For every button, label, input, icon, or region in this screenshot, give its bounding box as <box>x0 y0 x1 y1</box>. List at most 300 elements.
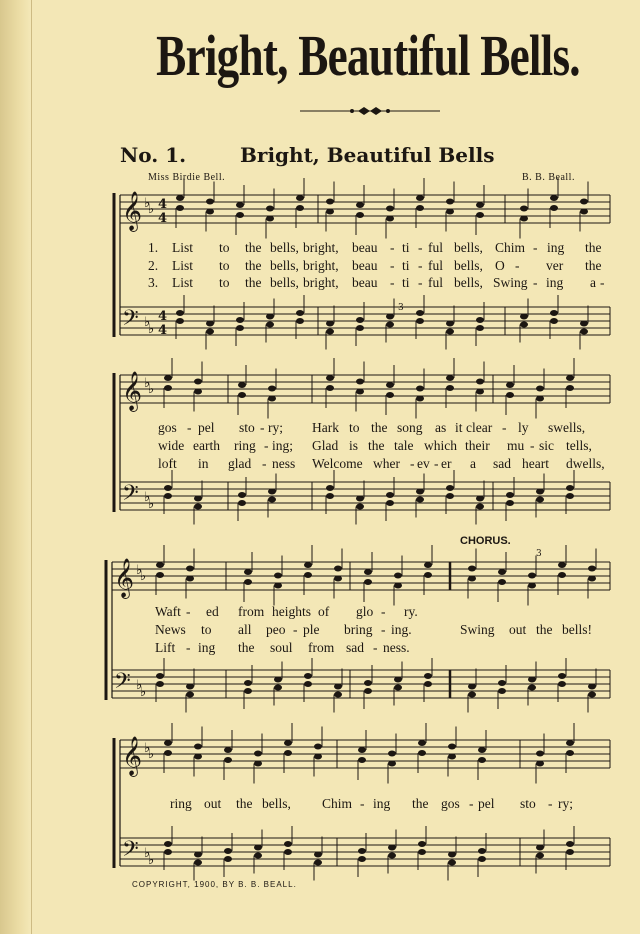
note-head <box>326 385 334 391</box>
lyric-syllable: bells! <box>562 622 592 637</box>
key-flat: ♭ <box>136 563 143 578</box>
note-head <box>528 685 536 691</box>
lyric-syllable: ry; <box>558 796 573 811</box>
note-head <box>588 576 596 582</box>
triplet-mark: 3 <box>536 549 542 559</box>
lyric-syllable: sto <box>239 420 255 435</box>
lyric-syllable: gos <box>158 420 177 435</box>
note-head <box>326 209 334 215</box>
note-head <box>448 754 456 760</box>
note-head <box>164 375 172 381</box>
note-head <box>528 583 536 589</box>
note-head <box>266 206 274 212</box>
note-head <box>416 396 424 402</box>
note-head <box>304 572 312 578</box>
note-head <box>386 314 394 320</box>
lyric-syllable: ti <box>402 275 410 290</box>
note-head <box>580 321 588 327</box>
bass-clef: 𝄢 <box>114 669 131 699</box>
time-signature: 4 <box>158 309 168 324</box>
note-head <box>478 848 486 854</box>
lyric-syllable: ing <box>546 275 564 290</box>
note-head <box>386 392 394 398</box>
lyric-syllable: - <box>418 240 423 255</box>
note-head <box>224 757 232 763</box>
lyric-syllable: - <box>373 640 378 655</box>
lyric-syllable: glo <box>356 604 374 619</box>
note-head <box>164 385 172 391</box>
lyric-syllable: heights <box>272 604 311 619</box>
treble-clef: 𝄞 <box>114 558 135 598</box>
lyric-syllable: the <box>236 796 253 811</box>
lyric-syllable: ring <box>170 796 192 811</box>
hymn-title: Bright, Beautiful Bells <box>240 143 495 167</box>
note-head <box>468 684 476 690</box>
lyric-syllable: loft <box>158 456 177 471</box>
lyric-syllable: pel <box>198 420 215 435</box>
chorus-label: CHORUS. <box>460 535 511 547</box>
lyric-syllable: bright, <box>303 258 339 273</box>
note-head <box>386 492 394 498</box>
note-head <box>224 747 232 753</box>
note-head <box>536 845 544 851</box>
note-head <box>468 566 476 572</box>
time-signature: 4 <box>158 197 168 212</box>
note-head <box>566 385 574 391</box>
lyric-syllable: Chim <box>495 240 526 255</box>
lyric-syllable: from <box>238 604 265 619</box>
note-head <box>446 329 454 335</box>
note-head <box>284 849 292 855</box>
lyric-syllable: peo <box>266 622 286 637</box>
note-head <box>326 321 334 327</box>
note-head <box>334 684 342 690</box>
note-head <box>186 566 194 572</box>
note-head <box>364 688 372 694</box>
note-head <box>356 379 364 385</box>
note-head <box>448 744 456 750</box>
note-head <box>418 841 426 847</box>
lyric-syllable: the <box>585 240 602 255</box>
lyric-syllable: wide <box>158 438 185 453</box>
note-head <box>364 579 372 585</box>
lyric-syllable: - <box>186 604 191 619</box>
note-head <box>186 684 194 690</box>
note-head <box>446 209 454 215</box>
note-head <box>506 492 514 498</box>
note-head <box>164 740 172 746</box>
key-flat: ♭ <box>136 678 143 693</box>
lyric-syllable: sic <box>539 438 554 453</box>
lyric-syllable: - <box>390 258 395 273</box>
note-head <box>478 856 486 862</box>
note-head <box>394 583 402 589</box>
note-head <box>566 493 574 499</box>
note-head <box>156 681 164 687</box>
lyric-syllable: - <box>390 240 395 255</box>
note-head <box>296 318 304 324</box>
note-head <box>424 572 432 578</box>
note-head <box>194 379 202 385</box>
key-flat: ♭ <box>140 685 147 700</box>
note-head <box>358 747 366 753</box>
lyric-syllable: sad <box>493 456 511 471</box>
note-head <box>356 325 364 331</box>
triplet-mark: 3 <box>398 303 404 313</box>
lyric-syllable: ness. <box>383 640 410 655</box>
lyric-syllable: which <box>424 438 457 453</box>
lyric-syllable: bells, <box>270 240 299 255</box>
note-head <box>418 750 426 756</box>
note-head <box>566 849 574 855</box>
lyric-syllable: Chim <box>322 796 353 811</box>
note-head <box>268 386 276 392</box>
note-head <box>416 205 424 211</box>
note-head <box>254 751 262 757</box>
lyric-syllable: dwells, <box>566 456 605 471</box>
note-head <box>236 202 244 208</box>
note-head <box>520 314 528 320</box>
lyric-syllable: ful <box>428 258 443 273</box>
note-head <box>448 860 456 866</box>
lyric-syllable: out <box>509 622 527 637</box>
lyric-syllable: bells, <box>270 258 299 273</box>
note-head <box>236 317 244 323</box>
note-head <box>446 199 454 205</box>
note-head <box>274 583 282 589</box>
copyright-notice: COPYRIGHT, 1900, BY B. B. BEALL. <box>132 880 297 889</box>
note-head <box>164 485 172 491</box>
note-head <box>558 572 566 578</box>
treble-clef: 𝄞 <box>122 371 143 411</box>
lyric-syllable: ful <box>428 275 443 290</box>
lyric-syllable: 1. <box>148 240 159 255</box>
note-head <box>424 562 432 568</box>
lyric-syllable: their <box>465 438 490 453</box>
note-head <box>476 212 484 218</box>
lyric-syllable: - <box>381 604 386 619</box>
note-head <box>520 216 528 222</box>
note-head <box>388 845 396 851</box>
lyric-syllable: bring <box>344 622 373 637</box>
lyric-syllable: it <box>455 420 463 435</box>
lyric-syllable: from <box>308 640 335 655</box>
note-head <box>244 688 252 694</box>
note-head <box>358 757 366 763</box>
lyric-syllable: sad <box>346 640 364 655</box>
lyric-syllable: ry; <box>268 420 283 435</box>
note-head <box>388 853 396 859</box>
note-head <box>416 310 424 316</box>
lyric-syllable: - <box>264 438 269 453</box>
note-head <box>388 751 396 757</box>
lyric-syllable: in <box>198 456 209 471</box>
key-flat: ♭ <box>140 569 147 584</box>
note-head <box>206 209 214 215</box>
note-head <box>536 386 544 392</box>
lyric-syllable: beau <box>352 275 378 290</box>
note-head <box>498 579 506 585</box>
note-head <box>364 569 372 575</box>
note-head <box>206 199 214 205</box>
note-head <box>498 680 506 686</box>
note-head <box>364 680 372 686</box>
page-title: Bright, Beautiful Bells. <box>156 23 580 88</box>
lyric-syllable: er <box>441 456 452 471</box>
bass-clef: 𝄢 <box>122 306 139 336</box>
note-head <box>536 489 544 495</box>
note-head <box>224 848 232 854</box>
lyric-syllable: ring <box>234 438 256 453</box>
note-head <box>468 692 476 698</box>
note-head <box>476 504 484 510</box>
note-head <box>296 205 304 211</box>
lyric-syllable: beau <box>352 258 378 273</box>
note-head <box>386 216 394 222</box>
lyric-syllable: tells, <box>566 438 592 453</box>
lyric-syllable: bells, <box>270 275 299 290</box>
lyric-syllable: wher <box>373 456 400 471</box>
lyric-syllable: - <box>262 456 267 471</box>
note-head <box>254 853 262 859</box>
lyric-syllable: ti <box>402 240 410 255</box>
note-head <box>266 322 274 328</box>
lyric-syllable: - <box>600 275 605 290</box>
lyric-syllable: - <box>187 420 192 435</box>
note-head <box>304 562 312 568</box>
lyric-syllable: song <box>397 420 423 435</box>
note-head <box>588 684 596 690</box>
note-head <box>176 318 184 324</box>
lyric-syllable: List <box>172 240 194 255</box>
lyric-syllable: of <box>318 604 330 619</box>
note-head <box>566 375 574 381</box>
lyric-syllable: sto <box>520 796 536 811</box>
note-head <box>314 860 322 866</box>
lyric-syllable: - <box>186 640 191 655</box>
lyric-syllable: Waft <box>155 604 181 619</box>
note-head <box>186 692 194 698</box>
note-head <box>358 848 366 854</box>
note-head <box>326 485 334 491</box>
note-head <box>476 389 484 395</box>
lyric-syllable: Glad <box>312 438 339 453</box>
note-head <box>304 673 312 679</box>
note-head <box>566 485 574 491</box>
note-head <box>386 382 394 388</box>
note-head <box>416 489 424 495</box>
note-head <box>356 202 364 208</box>
lyric-syllable: the <box>238 640 255 655</box>
note-head <box>536 751 544 757</box>
note-head <box>334 566 342 572</box>
note-head <box>314 852 322 858</box>
lyric-syllable: to <box>201 622 212 637</box>
lyric-syllable: soul <box>270 640 293 655</box>
note-head <box>274 677 282 683</box>
note-head <box>476 496 484 502</box>
hymn-number: No. 1. <box>120 143 187 167</box>
note-head <box>156 562 164 568</box>
lyric-syllable: O <box>495 258 505 273</box>
lyric-syllable: - <box>260 420 265 435</box>
lyric-syllable: bells, <box>454 275 483 290</box>
lyric-syllable: - <box>469 796 474 811</box>
note-head <box>386 500 394 506</box>
note-head <box>446 375 454 381</box>
note-head <box>446 385 454 391</box>
note-head <box>194 860 202 866</box>
lyric-syllable: - <box>533 275 538 290</box>
lyric-syllable: ful <box>428 240 443 255</box>
note-head <box>334 576 342 582</box>
note-head <box>156 673 164 679</box>
note-head <box>536 761 544 767</box>
lyric-syllable: ing. <box>391 622 412 637</box>
note-head <box>446 493 454 499</box>
note-head <box>506 500 514 506</box>
note-head <box>448 852 456 858</box>
lyric-syllable: mu <box>507 438 525 453</box>
lyricist-credit: Miss Birdie Bell. <box>148 172 226 183</box>
lyric-syllable: - <box>360 796 365 811</box>
note-head <box>588 692 596 698</box>
note-head <box>254 761 262 767</box>
lyric-syllable: ly <box>518 420 529 435</box>
note-head <box>580 199 588 205</box>
lyric-syllable: - <box>410 456 415 471</box>
lyric-syllable: all <box>238 622 252 637</box>
note-head <box>416 497 424 503</box>
lyric-syllable: Swing <box>493 275 528 290</box>
lyric-syllable: to <box>219 258 230 273</box>
lyric-syllable: ness <box>272 456 296 471</box>
note-head <box>356 496 364 502</box>
note-head <box>558 681 566 687</box>
lyric-syllable: - <box>515 258 520 273</box>
lyric-syllable: is <box>349 438 359 453</box>
note-head <box>498 569 506 575</box>
note-head <box>416 386 424 392</box>
note-head <box>274 573 282 579</box>
lyric-syllable: glad <box>228 456 252 471</box>
lyric-syllable: the <box>536 622 553 637</box>
note-head <box>356 212 364 218</box>
lyric-syllable: ing <box>373 796 391 811</box>
note-head <box>394 677 402 683</box>
lyric-syllable: to <box>219 275 230 290</box>
note-head <box>326 493 334 499</box>
lyric-syllable: tale <box>394 438 414 453</box>
lyric-syllable: bells, <box>262 796 291 811</box>
note-head <box>254 845 262 851</box>
note-head <box>194 496 202 502</box>
note-head <box>550 205 558 211</box>
note-head <box>296 310 304 316</box>
note-head <box>386 322 394 328</box>
lyric-syllable: 3. <box>148 275 159 290</box>
lyric-syllable: ev <box>417 456 430 471</box>
note-head <box>194 754 202 760</box>
bass-clef: 𝄢 <box>122 481 139 511</box>
lyric-syllable: - <box>434 456 439 471</box>
note-head <box>244 680 252 686</box>
key-flat: ♭ <box>144 741 151 756</box>
key-flat: ♭ <box>148 853 155 868</box>
time-signature: 4 <box>158 323 168 338</box>
lyric-syllable: Swing <box>460 622 495 637</box>
lyric-syllable: bells, <box>454 258 483 273</box>
time-signature: 4 <box>158 211 168 226</box>
note-head <box>326 199 334 205</box>
note-head <box>164 841 172 847</box>
lyric-syllable: beau <box>352 240 378 255</box>
note-head <box>238 500 246 506</box>
note-head <box>558 673 566 679</box>
note-head <box>156 572 164 578</box>
key-flat: ♭ <box>148 747 155 762</box>
note-head <box>326 375 334 381</box>
note-head <box>446 485 454 491</box>
note-head <box>478 757 486 763</box>
lyric-syllable: 2. <box>148 258 159 273</box>
note-head <box>356 317 364 323</box>
note-head <box>416 318 424 324</box>
note-head <box>446 321 454 327</box>
lyric-syllable: a <box>590 275 596 290</box>
note-head <box>520 322 528 328</box>
lyric-syllable: heart <box>522 456 549 471</box>
note-head <box>238 492 246 498</box>
lyric-syllable: List <box>172 258 194 273</box>
note-head <box>528 573 536 579</box>
key-flat: ♭ <box>144 846 151 861</box>
treble-clef: 𝄞 <box>122 191 143 231</box>
note-head <box>274 685 282 691</box>
note-head <box>520 206 528 212</box>
lyric-syllable: ple <box>303 622 320 637</box>
note-head <box>416 195 424 201</box>
lyric-syllable: ing <box>547 240 565 255</box>
lyric-syllable: the <box>412 796 429 811</box>
note-head <box>176 310 184 316</box>
note-head <box>314 744 322 750</box>
lyric-syllable: ti <box>402 258 410 273</box>
note-head <box>176 195 184 201</box>
note-head <box>476 202 484 208</box>
lyric-syllable: ed <box>206 604 219 619</box>
lyric-syllable: bright, <box>303 240 339 255</box>
note-head <box>476 379 484 385</box>
note-head <box>358 856 366 862</box>
note-head <box>388 761 396 767</box>
note-head <box>164 849 172 855</box>
note-head <box>268 396 276 402</box>
note-head <box>476 317 484 323</box>
lyric-syllable: - <box>418 258 423 273</box>
lyric-syllable: News <box>155 622 186 637</box>
note-head <box>176 205 184 211</box>
note-head <box>244 579 252 585</box>
bass-clef: 𝄢 <box>122 837 139 867</box>
note-head <box>418 740 426 746</box>
lyric-syllable: earth <box>193 438 220 453</box>
note-head <box>164 750 172 756</box>
note-head <box>550 310 558 316</box>
note-head <box>314 754 322 760</box>
note-head <box>296 195 304 201</box>
note-head <box>506 392 514 398</box>
